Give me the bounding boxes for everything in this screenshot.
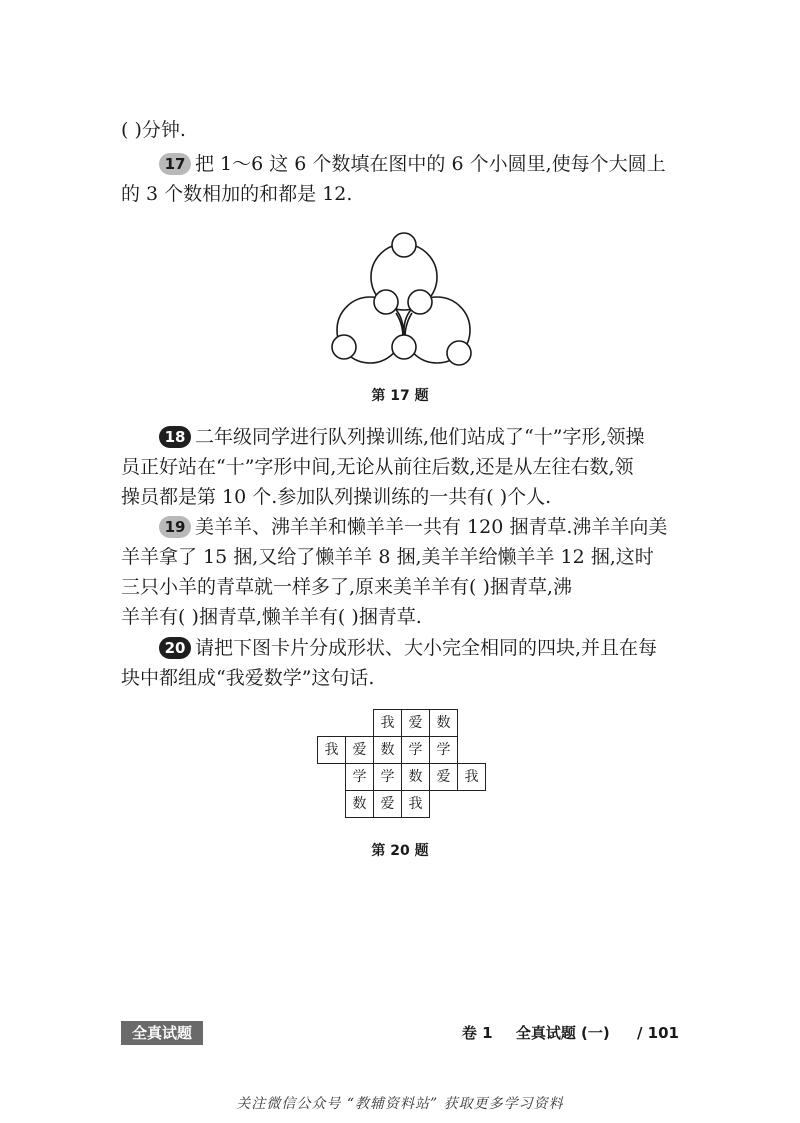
q17-number-badge: 17 — [159, 153, 191, 175]
grid-cell-r0-c2: 我 — [373, 709, 402, 737]
small-circle-bottom-right — [447, 341, 471, 365]
q17-line1 — [0, 150, 800, 178]
small-circle-bottom-center — [392, 335, 416, 359]
grid-cell-r1-c0: 我 — [317, 736, 346, 764]
q19-number-badge: 19 — [159, 516, 191, 538]
footer-title: 全真试题 (一) — [515, 1024, 610, 1042]
small-circle-top — [392, 233, 416, 257]
q20-text-line1: 请把下图卡片分成形状、大小完全相同的四块,并且在每 — [195, 637, 658, 659]
top-line: ( )分钟. — [121, 119, 186, 141]
q18-line3: 操员都是第 10 个.参加队列操训练的一共有( )个人. — [121, 486, 552, 508]
q20-caption: 第 20 题 — [371, 843, 429, 859]
q18-number-badge: 18 — [159, 426, 191, 448]
small-circle-bottom-left — [332, 335, 356, 359]
footer-volume: 卷 1 — [461, 1024, 493, 1042]
q20-line1 — [0, 634, 800, 662]
q19-line2: 羊羊拿了 15 捆,又给了懒羊羊 8 捆,美羊羊给懒羊羊 12 捆,这时 — [121, 546, 654, 568]
q18-text-line1: 二年级同学进行队列操训练,他们站成了“十”字形,领操 — [195, 426, 645, 448]
grid-cell-r2-c1: 学 — [345, 763, 374, 791]
page-number: / 101 — [636, 1024, 679, 1042]
q17-caption: 第 17 题 — [371, 388, 429, 404]
q20-line2: 块中都组成“我爱数学”这句话. — [121, 667, 375, 689]
grid-cell-r2-c3: 数 — [401, 763, 430, 791]
grid-cell-r1-c4: 学 — [429, 736, 458, 764]
q18-line2: 员正好站在“十”字形中间,无论从前往后数,还是从左往右数,领 — [121, 456, 634, 478]
q17-line2: 的 3 个数相加的和都是 12. — [121, 183, 353, 205]
grid-cell-r2-c2: 学 — [373, 763, 402, 791]
grid-cell-r0-c3: 爱 — [401, 709, 430, 737]
q19-line1 — [0, 513, 800, 541]
footer-running-head — [454, 1022, 679, 1043]
q19-text-line1: 美羊羊、沸羊羊和懒羊羊一共有 120 捆青草.沸羊羊向美 — [195, 516, 668, 538]
q19-line3: 三只小羊的青草就一样多了,原来美羊羊有( )捆青草,沸 — [121, 576, 572, 598]
q18-line1 — [0, 423, 800, 451]
grid-cell-r2-c5: 我 — [457, 763, 486, 791]
small-circle-mid-left — [374, 290, 398, 314]
grid-cell-r1-c3: 学 — [401, 736, 430, 764]
q20-number-badge: 20 — [159, 637, 191, 659]
grid-cell-r2-c4: 爱 — [429, 763, 458, 791]
q19-line4: 羊羊有( )捆青草,懒羊羊有( )捆青草. — [121, 606, 422, 628]
watermark-text: 关注微信公众号 “教辅资料站” 获取更多学习资料 — [236, 1096, 564, 1112]
grid-cell-r0-c4: 数 — [429, 709, 458, 737]
grid-cell-r1-c2: 数 — [373, 736, 402, 764]
grid-cell-r3-c1: 数 — [345, 790, 374, 818]
grid-cell-r3-c3: 我 — [401, 790, 430, 818]
grid-cell-r1-c1: 爱 — [345, 736, 374, 764]
q17-circles-figure — [320, 225, 480, 375]
q20-card-grid — [317, 709, 492, 824]
section-badge: 全真试题 — [121, 1021, 203, 1045]
grid-cell-r3-c2: 爱 — [373, 790, 402, 818]
small-circle-mid-right — [408, 290, 432, 314]
q17-text-line1: 把 1～6 这 6 个数填在图中的 6 个小圆里,使每个大圆上 — [195, 153, 666, 175]
